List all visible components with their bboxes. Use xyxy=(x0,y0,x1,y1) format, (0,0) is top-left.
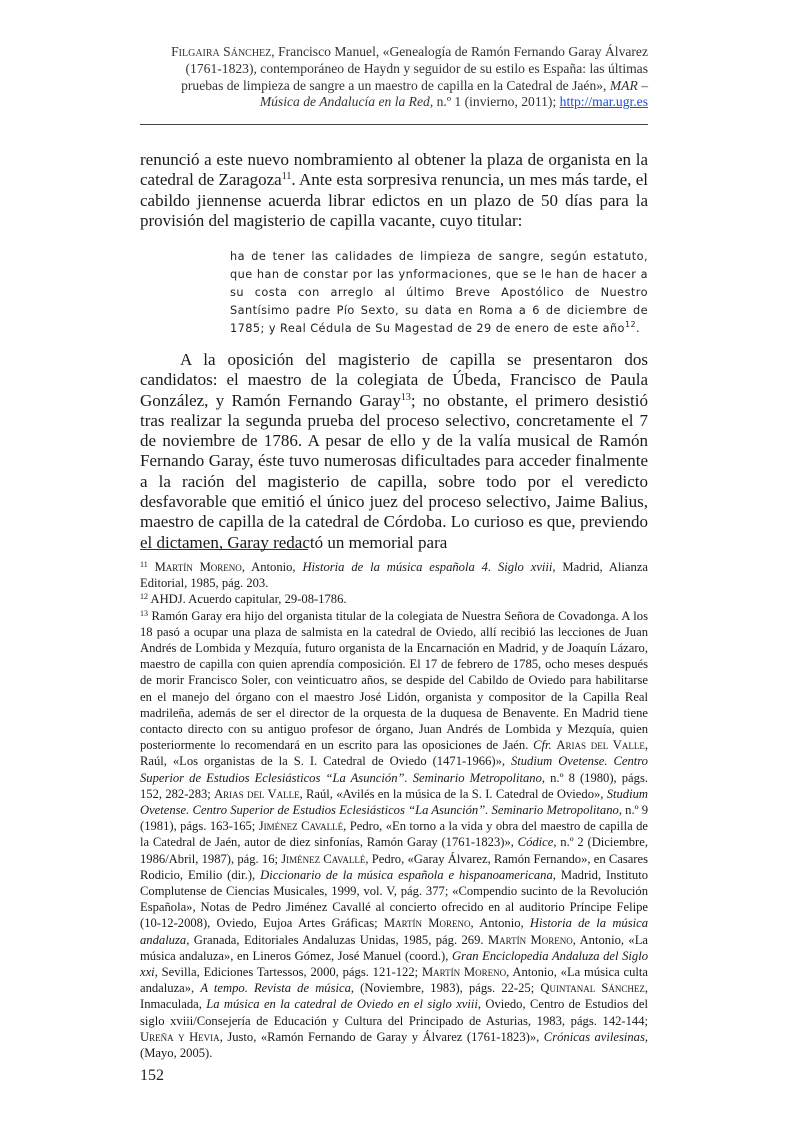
running-header xyxy=(140,44,648,111)
footnote-13-title: Crónicas avilesinas xyxy=(543,1029,645,1044)
footnote-13-title: Historia de la música andaluza xyxy=(140,916,648,947)
footnote-13-text: , n.º 8 (1980), págs. 152, 282-283; xyxy=(140,770,648,801)
footnote-11-text-end: , Madrid, Alianza Editorial, 1985, pág. 203. xyxy=(140,560,648,591)
footnote-13-text: , Raúl, «Avilés en la música de la S. I. Catedral de Oviedo», xyxy=(299,786,607,801)
footnote-13-text: , Antonio, «La música andaluza», en Lineros Gómez, José Manuel (coord.), xyxy=(140,932,648,963)
footnote-13-text: , Oviedo, Centro de Estudios del siglo xviii/Consejería de Educación y Cultura del Principado de Asturias, 1983, págs. 142-144; xyxy=(140,997,648,1028)
footnote-13-text: , Antonio, xyxy=(470,916,530,931)
footnote-13-text: , Madrid, Instituto Complutense de Ciencias Musicales, 1999, vol. V, pág. 377; «Compendio sucinto de la Revolución Española», Notas de Pedro Jiménez Cavallé al concierto ofrecido en al auditorio Príncipe Felipe (10-12-2008), Oviedo, Eujoa Artes Gráficas; xyxy=(140,867,649,931)
header-author: Filgaira Sánchez xyxy=(171,44,272,59)
footnote-13-text: , n.º 9 (1981), págs. 163-165; xyxy=(140,803,648,834)
footnote-11 xyxy=(140,559,648,591)
footnote-13-text: , Justo, «Ramón Fernando de Garay y Álvarez (1761-1823)», xyxy=(219,1029,544,1044)
footnote-12-number: 12 xyxy=(140,592,148,602)
footnote-13-text: , Antonio, «La música culta andaluza», xyxy=(140,965,649,996)
page-number: 152 xyxy=(140,1067,164,1084)
paragraph2-text-b: ; no obstante, el primero desistió tras realizar la segunda prueba del proceso selectivo, concretamente el 7 de noviembre de 1786. A pesar de ello y de la valía musical de Ramón Fernando Garay, éste tuvo numerosas dificultades para acceder finalmente a la ración del magisterio de capilla, sobre todo por el veredicto desfavorable que emitió el único juez del proceso selectivo, Jaime Balius, maestro de capilla de la catedral de Córdoba. Lo curioso es que, previendo el dictamen, Garay redactó un memorial para xyxy=(140,390,649,552)
footnote-13 xyxy=(140,608,648,1062)
header-citation: , Francisco Manuel, «Genealogía de Ramón Fernando Garay Álvarez (1761-1823), contemporáneo de Haydn y seguidor de su estilo es España: las últimas pruebas de limpieza de sangre a un maestro de capilla en la Catedral de Jaén», xyxy=(181,44,648,93)
footnote-13-text: , n.º 2 (Diciembre, 1986/Abril, 1987), pág. 16; xyxy=(140,835,648,866)
footnote-13-title: Gran Enciclopedia Andaluza del Siglo xxi xyxy=(140,948,648,980)
footnote-13-text: , Inmaculada, xyxy=(140,981,648,1012)
paragraph1-text-a: renunció a este nuevo nombramiento al obtener la plaza de organista en la catedral de Zaragoza xyxy=(140,150,648,190)
footnote-13-title: La música en la catedral de Oviedo en el siglo xviii xyxy=(206,997,478,1012)
footnote-13-author: Martín Moreno xyxy=(383,916,471,931)
footnote-12-text: AHDJ. Acuerdo capitular, 29-08-1786. xyxy=(150,592,347,607)
footnote-13-author: Martín Moreno xyxy=(487,932,573,947)
footnote-13-text: , Raúl, «Los organistas de la S. I. Catedral de Oviedo (1471-1966)», xyxy=(140,738,648,769)
footnote-13-title: Códice xyxy=(517,835,554,850)
footnote-13-author: Jiménez Cavallé xyxy=(258,819,344,834)
footnote-13-author: Quintanal Sánchez xyxy=(540,981,645,996)
block-quote xyxy=(230,248,648,338)
footnote-13-number: 13 xyxy=(140,608,148,618)
header-divider xyxy=(140,124,648,125)
quote-end: . xyxy=(636,322,641,335)
footnote-ref-13[interactable]: 13 xyxy=(400,391,411,403)
footnote-13-author: Jiménez Cavallé xyxy=(281,851,366,866)
footnote-ref-11[interactable]: 11 xyxy=(281,171,292,183)
footnote-13-title: Studium Ovetense. Centro Superior de Estudios Eclesiásticos “La Asunción”. Seminario Metropolitano xyxy=(140,754,648,785)
footnote-11-author: Martín Moreno xyxy=(154,560,242,574)
header-journal: MAR – Música de Andalucía en la Red xyxy=(259,77,648,110)
footnote-13-text: , (Mayo, 2005). xyxy=(140,1029,648,1061)
footnote-13-author: Martín Moreno xyxy=(421,965,507,980)
header-issue: , n.º 1 (invierno, 2011); xyxy=(429,94,560,110)
footnote-13-text: , Pedro, «En torno a la vida y obra del maestro de capilla de la Catedral de Jaén, autor de diez sinfonías, Ramón Garay (1761-1823)», xyxy=(140,819,648,850)
footnote-12 xyxy=(140,591,648,607)
footnote-13-text: , Pedro, «Garay Álvarez, Ramón Fernando», en Casares Rodicio, Emilio (dir.), xyxy=(140,851,648,882)
footnote-11-text: , Antonio, xyxy=(241,560,303,574)
footnote-13-text: Ramón Garay era hijo del organista titular de la colegiata de Nuestra Señora de Covadonga. A los 18 pasó a ocupar una plaza de salmista en la catedral de Oviedo, allí recibió las lecciones de Juan Andrés de Lombida y Mezquía, futuro organista de la Encarnación en Madrid, y de Joaquín Lázaro, maestro de capilla con quien aprendía composición. El 17 de febrero de 1785, ocho meses después de morir Francisco Soler, con veinticuatro años, se despide del Cabildo de Oviedo para habilitarse en el manejo del órgano con el maestro José Lidón, organista y compositor de la Capilla Real madrileña, además de ser el director de la orquesta de la duquesa de Benavente. En Madrid tiene contacto directo con su antiguo profesor de órgano, Juan Andrés de Lombida y Mezquía, quien posteriormente lo recomendará en un escrito para las oposiciones de Jaén. xyxy=(140,608,649,753)
footnotes-section xyxy=(140,559,648,1061)
footnote-13-text: , Sevilla, Ediciones Tartessos, 2000, págs. 121-122; xyxy=(154,965,422,980)
footnote-11-title: Historia de la música española 4. Siglo xviii xyxy=(302,560,553,574)
footnote-divider xyxy=(140,549,308,550)
footnote-13-cfr: Cfr. xyxy=(533,738,552,753)
body-paragraph-2 xyxy=(140,350,648,553)
footnote-13-text: , Granada, Editoriales Andaluzas Unidas, 1985, pág. 269. xyxy=(186,932,488,947)
footnote-13-author: Arias del Valle xyxy=(214,786,300,801)
footnote-11-number: 11 xyxy=(140,560,148,569)
body-paragraph-1 xyxy=(140,150,648,231)
footnote-13-author: Arias del Valle xyxy=(556,738,645,753)
quote-text: ha de tener las calidades de limpieza de sangre, según estatuto, que han de constar por las ynformaciones, que se le han de hacer a su costa con arreglo al último Breve Apostólico de Nuestro Santísimo padre Pío Sexto, su data en Roma a 6 de diciembre de 1785; y Real Cédula de Su Magestad de 29 de enero de este año xyxy=(230,250,648,335)
footnote-13-text: , (Noviembre, 1983), págs. 22-25; xyxy=(350,981,541,996)
footnote-ref-12[interactable]: 12 xyxy=(624,320,637,329)
paragraph1-text-b: . Ante esta sorpresiva renuncia, un mes más tarde, el cabildo jiennense acuerda librar edictos en un plazo de 50 días para la provisión del magisterio de capilla vacante, cuyo titular: xyxy=(140,170,648,230)
footnote-13-title: A tempo. Revista de música xyxy=(200,981,351,996)
footnote-13-title: Studium Ovetense. Centro Superior de Estudios Eclesiásticos “La Asunción”. Seminario Metropolitano xyxy=(140,786,648,818)
footnote-13-title: Diccionario de la música española e hispanoamericana xyxy=(260,867,553,882)
header-url-link[interactable]: http://mar.ugr.es xyxy=(559,94,648,110)
paragraph2-text-a: A la oposición del magisterio de capilla se presentaron dos candidatos: el maestro de la colegiata de Úbeda, Francisco de Paula González, y Ramón Fernando Garay xyxy=(140,350,648,410)
footnote-13-author: Ureña y Hevia xyxy=(140,1029,220,1044)
